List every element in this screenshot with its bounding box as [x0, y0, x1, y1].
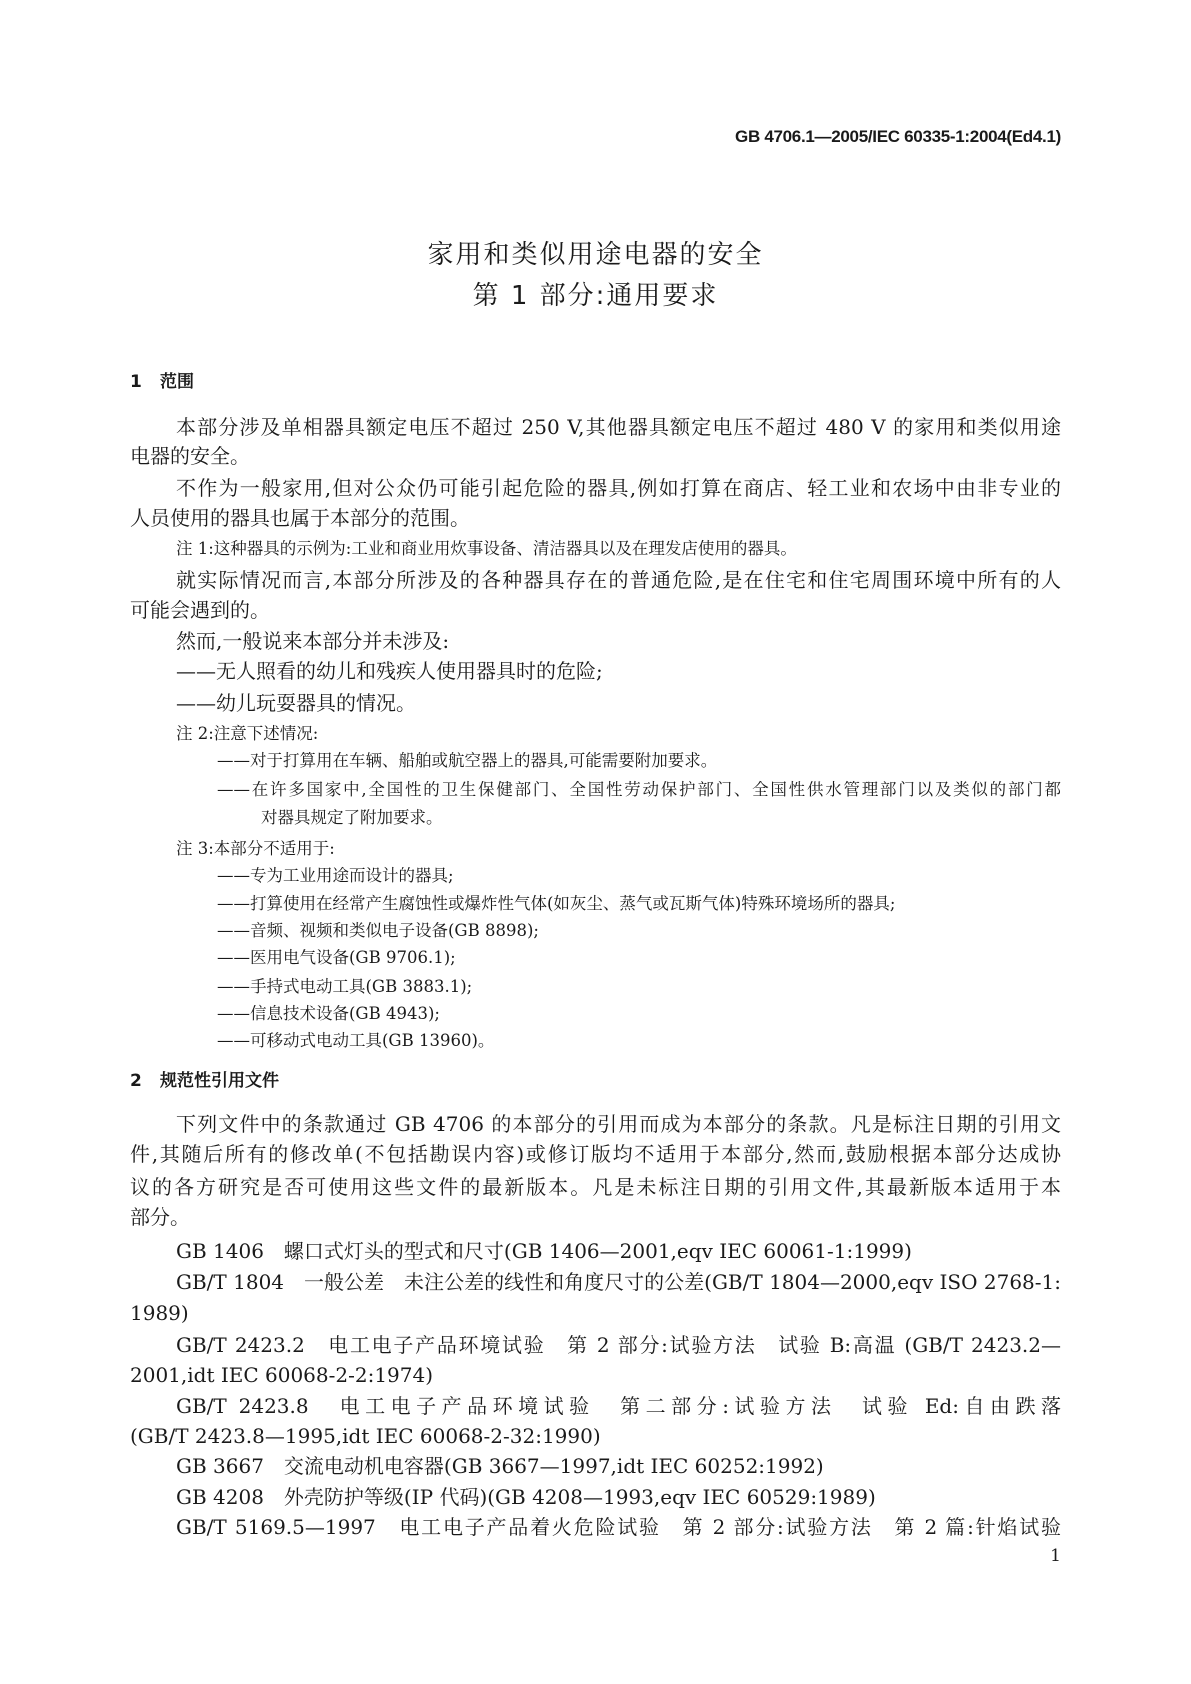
reference-entry-continuation: 2001,idt IEC 60068-2-2:1974): [130, 1363, 434, 1387]
note-list-item: ——音频、视频和类似电子设备(GB 8898);: [217, 921, 539, 940]
note-list-item: ——手持式电动工具(GB 3883.1);: [217, 977, 473, 996]
reference-entry-continuation: (GB/T 2423.8—1995,idt IEC 60068-2-32:1990): [130, 1424, 601, 1448]
section-heading-normative-references: [130, 1069, 279, 1093]
paragraph-line: 可能会遇到的。: [130, 598, 270, 622]
note-list-item: ——对于打算用在车辆、船舶或航空器上的器具,可能需要附加要求。: [217, 751, 718, 770]
section-number: 1: [130, 372, 142, 392]
reference-entry: GB 4208 外壳防护等级(IP 代码)(GB 4208—1993,eqv IEC 60529:1989): [176, 1485, 876, 1509]
standard-code-header: GB 4706.1—2005/IEC 60335-1:2004(Ed4.1): [735, 127, 1061, 146]
paragraph-line: 件,其随后所有的修改单(不包括勘误内容)或修订版均不适用于本部分,然而,鼓励根据本部分达成协: [130, 1142, 1061, 1166]
paragraph-line: 下列文件中的条款通过 GB 4706 的本部分的引用而成为本部分的条款。凡是标注日期的引用文: [176, 1112, 1061, 1136]
reference-entry: GB/T 2423.2 电工电子产品环境试验 第 2 部分:试验方法 试验 B:高温 (GB/T 2423.2—: [176, 1333, 1061, 1357]
note-2-label: 注 2:注意下述情况:: [176, 724, 319, 743]
paragraph-line: 电器的安全。: [130, 444, 250, 468]
note-1: 注 1:这种器具的示例为:工业和商业用炊事设备、清洁器具以及在理发店使用的器具。: [176, 539, 797, 558]
paragraph-line: 部分。: [130, 1205, 190, 1229]
note-list-item-continuation: 对器具规定了附加要求。: [261, 808, 443, 827]
section-heading-scope: [130, 370, 194, 394]
dash-list-item: ——无人照看的幼儿和残疾人使用器具时的危险;: [176, 659, 603, 683]
document-title: 家用和类似用途电器的安全: [427, 240, 764, 270]
paragraph-line: 不作为一般家用,但对公众仍可能引起危险的器具,例如打算在商店、轻工业和农场中由非专业的: [176, 476, 1061, 500]
reference-entry: GB/T 2423.8 电工电子产品环境试验 第二部分:试验方法 试验 Ed:自由跌落: [176, 1394, 1061, 1418]
document-subtitle: 第 1 部分:通用要求: [472, 281, 719, 311]
note-list-item: ——信息技术设备(GB 4943);: [217, 1004, 440, 1023]
note-list-item: ——可移动式电动工具(GB 13960)。: [217, 1031, 495, 1050]
note-list-item: ——医用电气设备(GB 9706.1);: [217, 948, 456, 967]
note-3-label: 注 3:本部分不适用于:: [176, 839, 335, 858]
paragraph-line: 然而,一般说来本部分并未涉及:: [176, 629, 450, 653]
paragraph-line: 本部分涉及单相器具额定电压不超过 250 V,其他器具额定电压不超过 480 V 的家用和类似用途: [176, 415, 1061, 439]
paragraph-line: 议的各方研究是否可使用这些文件的最新版本。凡是未标注日期的引用文件,其最新版本适用于本: [130, 1175, 1061, 1199]
reference-entry: GB/T 1804 一般公差 未注公差的线性和角度尺寸的公差(GB/T 1804—2000,eqv ISO 2768-1:: [176, 1270, 1061, 1294]
paragraph-line: 就实际情况而言,本部分所涉及的各种器具存在的普通危险,是在住宅和住宅周围环境中所有的人: [176, 568, 1061, 592]
section-title: 范围: [160, 372, 194, 392]
reference-entry: GB/T 5169.5—1997 电工电子产品着火危险试验 第 2 部分:试验方法 第 2 篇:针焰试验: [176, 1515, 1061, 1539]
note-list-item: ——打算使用在经常产生腐蚀性或爆炸性气体(如灰尘、蒸气或瓦斯气体)特殊环境场所的器具;: [217, 894, 896, 913]
note-list-item: ——专为工业用途而设计的器具;: [217, 866, 454, 885]
paragraph-line: 人员使用的器具也属于本部分的范围。: [130, 506, 470, 530]
reference-entry: GB 3667 交流电动机电容器(GB 3667—1997,idt IEC 60252:1992): [176, 1454, 824, 1478]
reference-entry: GB 1406 螺口式灯头的型式和尺寸(GB 1406—2001,eqv IEC 60061-1:1999): [176, 1239, 912, 1263]
section-title: 规范性引用文件: [160, 1071, 279, 1091]
page-number: 1: [1050, 1546, 1061, 1566]
note-list-item: ——在许多国家中,全国性的卫生保健部门、全国性劳动保护部门、全国性供水管理部门以及类似的部门都: [217, 780, 1061, 799]
dash-list-item: ——幼儿玩耍器具的情况。: [176, 691, 416, 715]
section-number: 2: [130, 1071, 142, 1091]
reference-entry-continuation: 1989): [130, 1301, 189, 1325]
